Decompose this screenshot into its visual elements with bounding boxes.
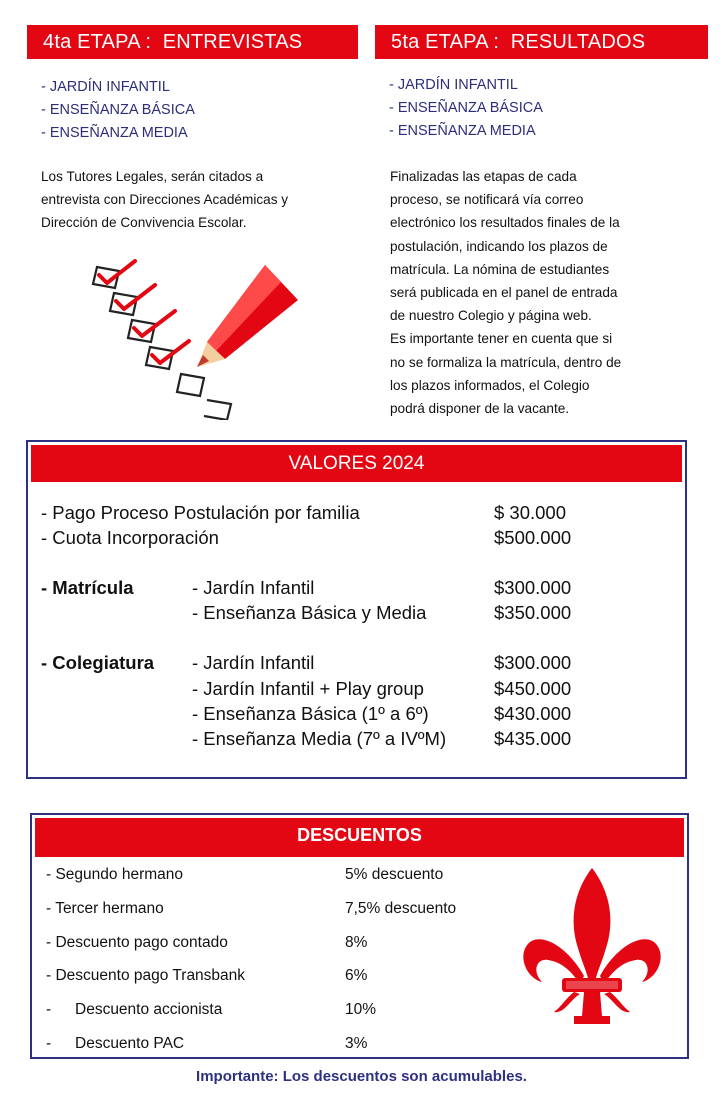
matricula-amount: $350.000: [494, 602, 572, 623]
descuentos-note: Importante: Los descuentos son acumulables.: [196, 1068, 527, 1085]
stage4-description: [41, 165, 344, 235]
descuento-dash: -: [46, 1001, 52, 1018]
stage5-line: proceso, se notificará vía correo: [390, 192, 584, 208]
valores-box: [26, 440, 687, 779]
stage4-banner: [27, 25, 358, 59]
descuento-value: 10%: [345, 1001, 377, 1018]
matricula-label: - Matrícula: [41, 577, 134, 598]
colegiatura-amount: $450.000: [494, 678, 572, 699]
stage5-level-1: - JARDÍN INFANTIL: [389, 77, 518, 93]
stage5-line: postulación, indicando los plazos de: [390, 238, 608, 254]
valores-title: VALORES 2024: [288, 453, 425, 474]
stage4-title: 4ta ETAPA : ENTREVISTAS: [43, 31, 303, 53]
checklist-pencil-icon: [85, 255, 315, 420]
stage4-level-3: - ENSEÑANZA MEDIA: [41, 125, 188, 141]
descuento-label: - Descuento pago Transbank: [46, 967, 246, 984]
matricula-item: - Jardín Infantil: [192, 577, 315, 598]
descuento-label: - Descuento pago contado: [46, 934, 228, 951]
colegiatura-label: - Colegiatura: [41, 652, 155, 673]
stage5-line: matrícula. La nómina de estudiantes: [390, 261, 610, 277]
descuento-value: 5% descuento: [345, 866, 444, 883]
stage5-title: 5ta ETAPA : RESULTADOS: [391, 31, 646, 53]
stage5-level-3: - ENSEÑANZA MEDIA: [389, 123, 536, 139]
valores-row-amount: $500.000: [494, 527, 572, 548]
descuento-value: 8%: [345, 934, 368, 951]
colegiatura-item: - Enseñanza Básica (1º a 6º): [192, 703, 429, 724]
stage4-line: entrevista con Direcciones Académicas y: [41, 192, 289, 208]
descuento-dash: -: [46, 1035, 52, 1052]
valores-row-label: - Pago Proceso Postulación por familia: [41, 502, 360, 523]
colegiatura-item: - Jardín Infantil + Play group: [192, 678, 424, 699]
colegiatura-item: - Enseñanza Media (7º a IVºM): [192, 728, 447, 749]
descuentos-title: DESCUENTOS: [297, 825, 422, 845]
descuento-value: 7,5% descuento: [345, 900, 457, 917]
matricula-item: - Enseñanza Básica y Media: [192, 602, 427, 623]
stage4-level-1: - JARDÍN INFANTIL: [41, 79, 170, 95]
descuento-value: 6%: [345, 967, 368, 984]
fleur-de-lis-icon: [520, 866, 665, 1036]
descuento-label: Descuento PAC: [75, 1035, 185, 1052]
valores-row-amount: $ 30.000: [494, 502, 567, 523]
stage5-line: electrónico los resultados finales de la: [390, 215, 620, 231]
valores-header: [31, 445, 682, 482]
stage5-line: podrá disponer de la vacante.: [390, 401, 570, 417]
descuento-label: - Segundo hermano: [46, 866, 184, 883]
stage5-line: de nuestro Colegio y página web.: [390, 308, 592, 324]
stage4-line: Los Tutores Legales, serán citados a: [41, 169, 264, 184]
colegiatura-amount: $300.000: [494, 652, 572, 673]
descuento-label: - Tercer hermano: [46, 900, 164, 917]
descuentos-header: [35, 818, 684, 857]
colegiatura-amount: $430.000: [494, 703, 572, 724]
matricula-amount: $300.000: [494, 577, 572, 598]
descuento-value: 3%: [345, 1035, 368, 1052]
stage5-line: Es importante tener en cuenta que si: [390, 331, 613, 347]
stage4-line: Dirección de Convivencia Escolar.: [41, 215, 247, 231]
stage5-line: Finalizadas las etapas de cada: [390, 169, 577, 184]
stage5-description: [390, 165, 698, 420]
stage5-banner: [375, 25, 708, 59]
colegiatura-item: - Jardín Infantil: [192, 652, 315, 673]
colegiatura-amount: $435.000: [494, 728, 572, 749]
descuento-label: Descuento accionista: [75, 1001, 223, 1018]
stage4-level-2: - ENSEÑANZA BÁSICA: [41, 102, 195, 118]
stage5-line: no se formaliza la matrícula, dentro de: [390, 354, 622, 370]
stage5-line: los plazos informados, el Colegio: [390, 377, 590, 393]
valores-row-label: - Cuota Incorporación: [41, 527, 219, 548]
stage5-line: será publicada en el panel de entrada: [390, 285, 618, 301]
stage5-level-2: - ENSEÑANZA BÁSICA: [389, 100, 543, 116]
